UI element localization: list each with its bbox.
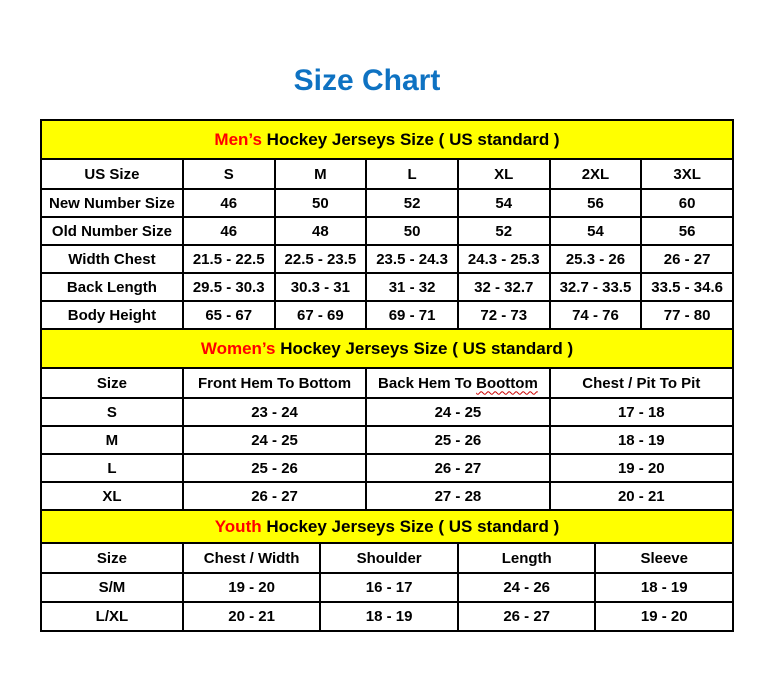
row-label: S/M: [41, 573, 183, 602]
row-label: L: [41, 454, 183, 482]
womens-section-heading: [41, 329, 733, 368]
row-label: Body Height: [41, 301, 183, 329]
data-cell: 56: [641, 217, 733, 245]
womens-heading-rest: Hockey Jerseys Size ( US standard ): [275, 338, 574, 358]
youth-columns-row: [41, 543, 733, 573]
data-cell: 50: [275, 189, 367, 217]
table-row: [41, 454, 733, 482]
womens-size-table: [40, 328, 734, 511]
data-cell: 26 - 27: [366, 454, 549, 482]
data-cell: 18 - 19: [550, 426, 733, 454]
data-cell: 25 - 26: [366, 426, 549, 454]
data-cell: 54: [458, 189, 550, 217]
data-cell: 54: [550, 217, 642, 245]
column-header: 3XL: [641, 159, 733, 189]
table-row: [41, 245, 733, 273]
data-cell: 25.3 - 26: [550, 245, 642, 273]
table-row: [41, 301, 733, 329]
data-cell: 23.5 - 24.3: [366, 245, 458, 273]
data-cell: 32 - 32.7: [458, 273, 550, 301]
data-cell: 21.5 - 22.5: [183, 245, 275, 273]
data-cell: 26 - 27: [641, 245, 733, 273]
data-cell: 26 - 27: [458, 602, 596, 631]
row-label: XL: [41, 482, 183, 510]
data-cell: 50: [366, 217, 458, 245]
column-header: L: [366, 159, 458, 189]
data-cell: 46: [183, 189, 275, 217]
column-header: Front Hem To Bottom: [183, 368, 366, 398]
column-header: Sleeve: [595, 543, 733, 573]
data-cell: 27 - 28: [366, 482, 549, 510]
womens-columns-row: [41, 368, 733, 398]
data-cell: 25 - 26: [183, 454, 366, 482]
table-row: [41, 482, 733, 510]
column-header: XL: [458, 159, 550, 189]
data-cell: 32.7 - 33.5: [550, 273, 642, 301]
data-cell: 29.5 - 30.3: [183, 273, 275, 301]
row-label: Width Chest: [41, 245, 183, 273]
youth-size-table: [40, 509, 734, 632]
data-cell: 17 - 18: [550, 398, 733, 426]
table-row: [41, 398, 733, 426]
womens-heading-highlight: Women’s: [200, 338, 276, 358]
data-cell: 23 - 24: [183, 398, 366, 426]
table-row: [41, 217, 733, 245]
data-cell: 20 - 21: [550, 482, 733, 510]
table-row: [41, 602, 733, 631]
table-row: [41, 273, 733, 301]
data-cell: 24 - 26: [458, 573, 596, 602]
column-header: Size: [41, 368, 183, 398]
mens-columns-row: [41, 159, 733, 189]
data-cell: 65 - 67: [183, 301, 275, 329]
table-row: [41, 573, 733, 602]
data-cell: 48: [275, 217, 367, 245]
data-cell: 18 - 19: [595, 573, 733, 602]
row-label: M: [41, 426, 183, 454]
data-cell: 52: [458, 217, 550, 245]
data-cell: 24 - 25: [366, 398, 549, 426]
youth-heading-rest: Hockey Jerseys Size ( US standard ): [261, 516, 560, 536]
data-cell: 30.3 - 31: [275, 273, 367, 301]
row-label: L/XL: [41, 602, 183, 631]
column-header: 2XL: [550, 159, 642, 189]
table-row: [41, 189, 733, 217]
column-header: Chest / Pit To Pit: [550, 368, 733, 398]
mens-section-heading: [41, 120, 733, 159]
misspelled-word: Boottom: [476, 374, 538, 392]
data-cell: 26 - 27: [183, 482, 366, 510]
page-title: Size Chart: [293, 64, 441, 97]
youth-section-band: [41, 510, 733, 543]
data-cell: 22.5 - 23.5: [275, 245, 367, 273]
mens-section-band: [41, 120, 733, 159]
data-cell: 56: [550, 189, 642, 217]
data-cell: 72 - 73: [458, 301, 550, 329]
column-header: Shoulder: [320, 543, 458, 573]
data-cell: 74 - 76: [550, 301, 642, 329]
table-row: [41, 426, 733, 454]
column-header-text: Back Hem To: [378, 374, 477, 392]
data-cell: 33.5 - 34.6: [641, 273, 733, 301]
column-header: [366, 368, 549, 398]
data-cell: 18 - 19: [320, 602, 458, 631]
mens-heading-highlight: Men’s: [214, 129, 262, 149]
row-label: New Number Size: [41, 189, 183, 217]
youth-heading-highlight: Youth: [214, 516, 262, 536]
mens-heading-rest: Hockey Jerseys Size ( US standard ): [261, 129, 560, 149]
data-cell: 19 - 20: [595, 602, 733, 631]
column-header: M: [275, 159, 367, 189]
data-cell: 24.3 - 25.3: [458, 245, 550, 273]
size-chart: [40, 119, 734, 632]
data-cell: 19 - 20: [183, 573, 321, 602]
data-cell: 46: [183, 217, 275, 245]
column-header: S: [183, 159, 275, 189]
column-header: US Size: [41, 159, 183, 189]
column-header: Length: [458, 543, 596, 573]
data-cell: 77 - 80: [641, 301, 733, 329]
data-cell: 20 - 21: [183, 602, 321, 631]
youth-section-heading: [41, 510, 733, 543]
mens-size-table: [40, 119, 734, 330]
column-header: Size: [41, 543, 183, 573]
data-cell: 67 - 69: [275, 301, 367, 329]
row-label: S: [41, 398, 183, 426]
row-label: Old Number Size: [41, 217, 183, 245]
data-cell: 19 - 20: [550, 454, 733, 482]
data-cell: 52: [366, 189, 458, 217]
data-cell: 31 - 32: [366, 273, 458, 301]
data-cell: 16 - 17: [320, 573, 458, 602]
row-label: Back Length: [41, 273, 183, 301]
data-cell: 69 - 71: [366, 301, 458, 329]
data-cell: 24 - 25: [183, 426, 366, 454]
data-cell: 60: [641, 189, 733, 217]
column-header: Chest / Width: [183, 543, 321, 573]
womens-section-band: [41, 329, 733, 368]
